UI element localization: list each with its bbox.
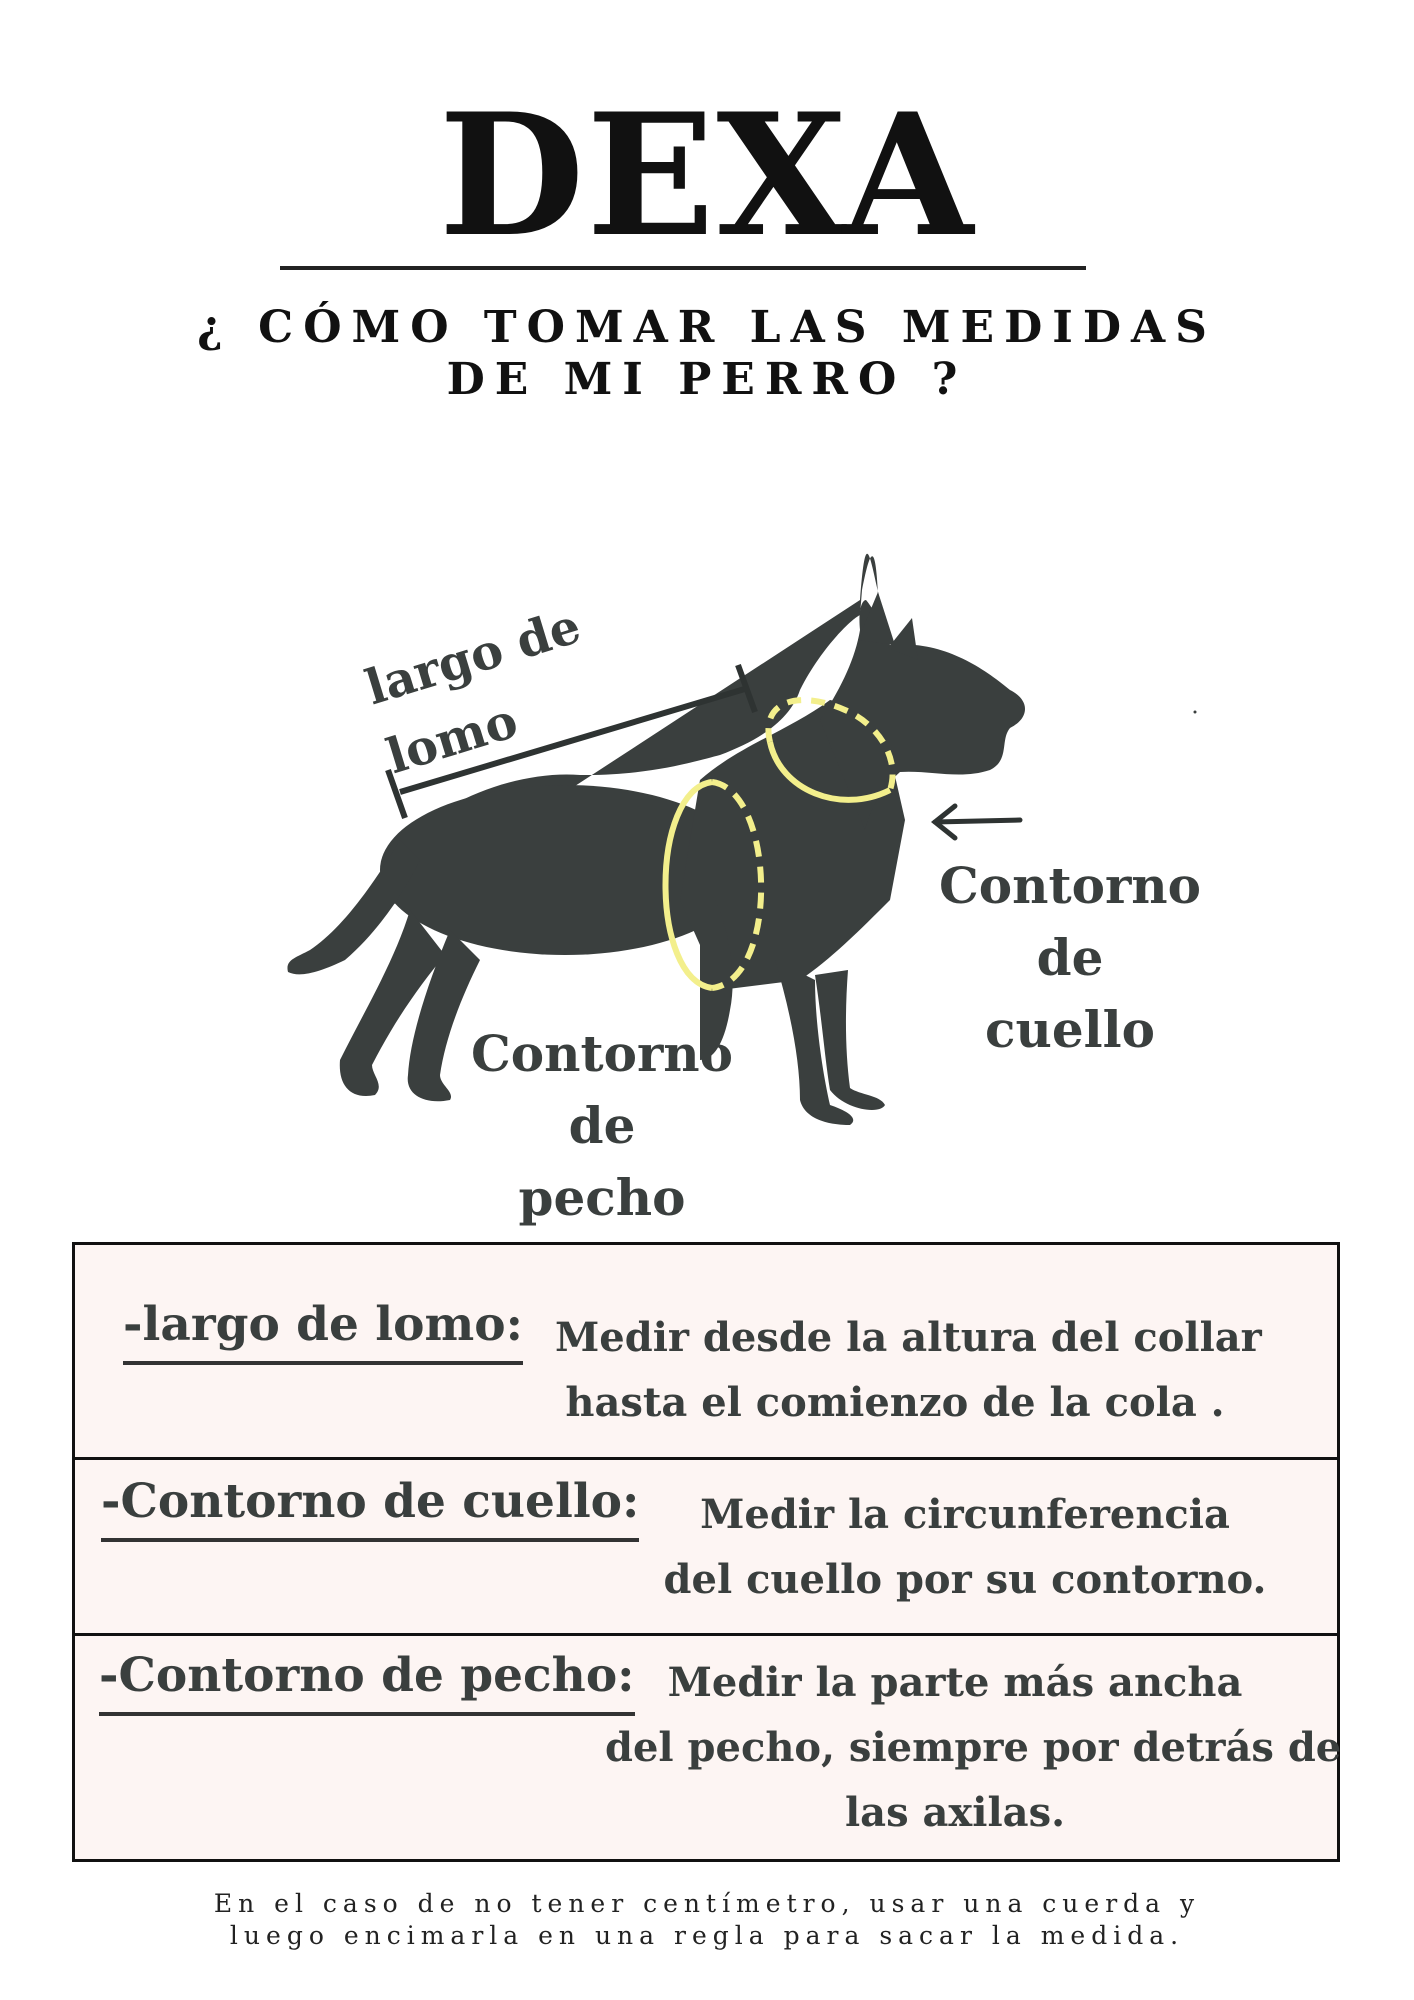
desc-line: del pecho, siempre por detrás de	[605, 1724, 1342, 1771]
neck-label	[900, 850, 1240, 1066]
desc-line: Medir la circunferencia	[700, 1491, 1230, 1538]
table-row	[75, 1457, 1337, 1633]
footnote-line-2: luego encimarla en una regla para sacar la medida.	[229, 1921, 1185, 1950]
desc-line: hasta el comienzo de la cola .	[565, 1379, 1225, 1426]
back-length-label: largo de lomo	[359, 598, 588, 786]
desc-chest	[605, 1650, 1342, 1845]
term-back-length: -largo de lomo:	[123, 1295, 523, 1365]
term-neck: -Contorno de cuello:	[101, 1472, 639, 1542]
footnote	[0, 1888, 1414, 1952]
subtitle-line-2: DE MI PERRO ?	[446, 354, 968, 405]
chest-label-line-1: Contorno de	[471, 1024, 733, 1155]
desc-back-length	[555, 1305, 1262, 1435]
subtitle-line-1: ¿ CÓMO TOMAR LAS MEDIDAS	[197, 302, 1217, 353]
brand-title: DEXA	[438, 76, 976, 274]
chest-label	[432, 1018, 772, 1234]
measurement-table	[72, 1242, 1340, 1862]
desc-line: Medir la parte más ancha	[667, 1659, 1243, 1706]
neck-label-line-2: cuello	[985, 1000, 1155, 1059]
desc-line: del cuello por su contorno.	[663, 1556, 1267, 1603]
table-row	[75, 1245, 1337, 1457]
table-row	[75, 1633, 1342, 1859]
chest-label-line-2: pecho	[518, 1168, 686, 1227]
footnote-line-1: En el caso de no tener centímetro, usar una cuerda y	[213, 1889, 1201, 1918]
term-chest: -Contorno de pecho:	[99, 1646, 635, 1716]
desc-line: las axilas.	[844, 1789, 1066, 1836]
neck-label-line-1: Contorno de	[939, 856, 1201, 987]
desc-neck	[645, 1482, 1285, 1612]
arrow-left-icon	[935, 806, 1020, 838]
desc-line: Medir desde la altura del collar	[555, 1314, 1262, 1361]
